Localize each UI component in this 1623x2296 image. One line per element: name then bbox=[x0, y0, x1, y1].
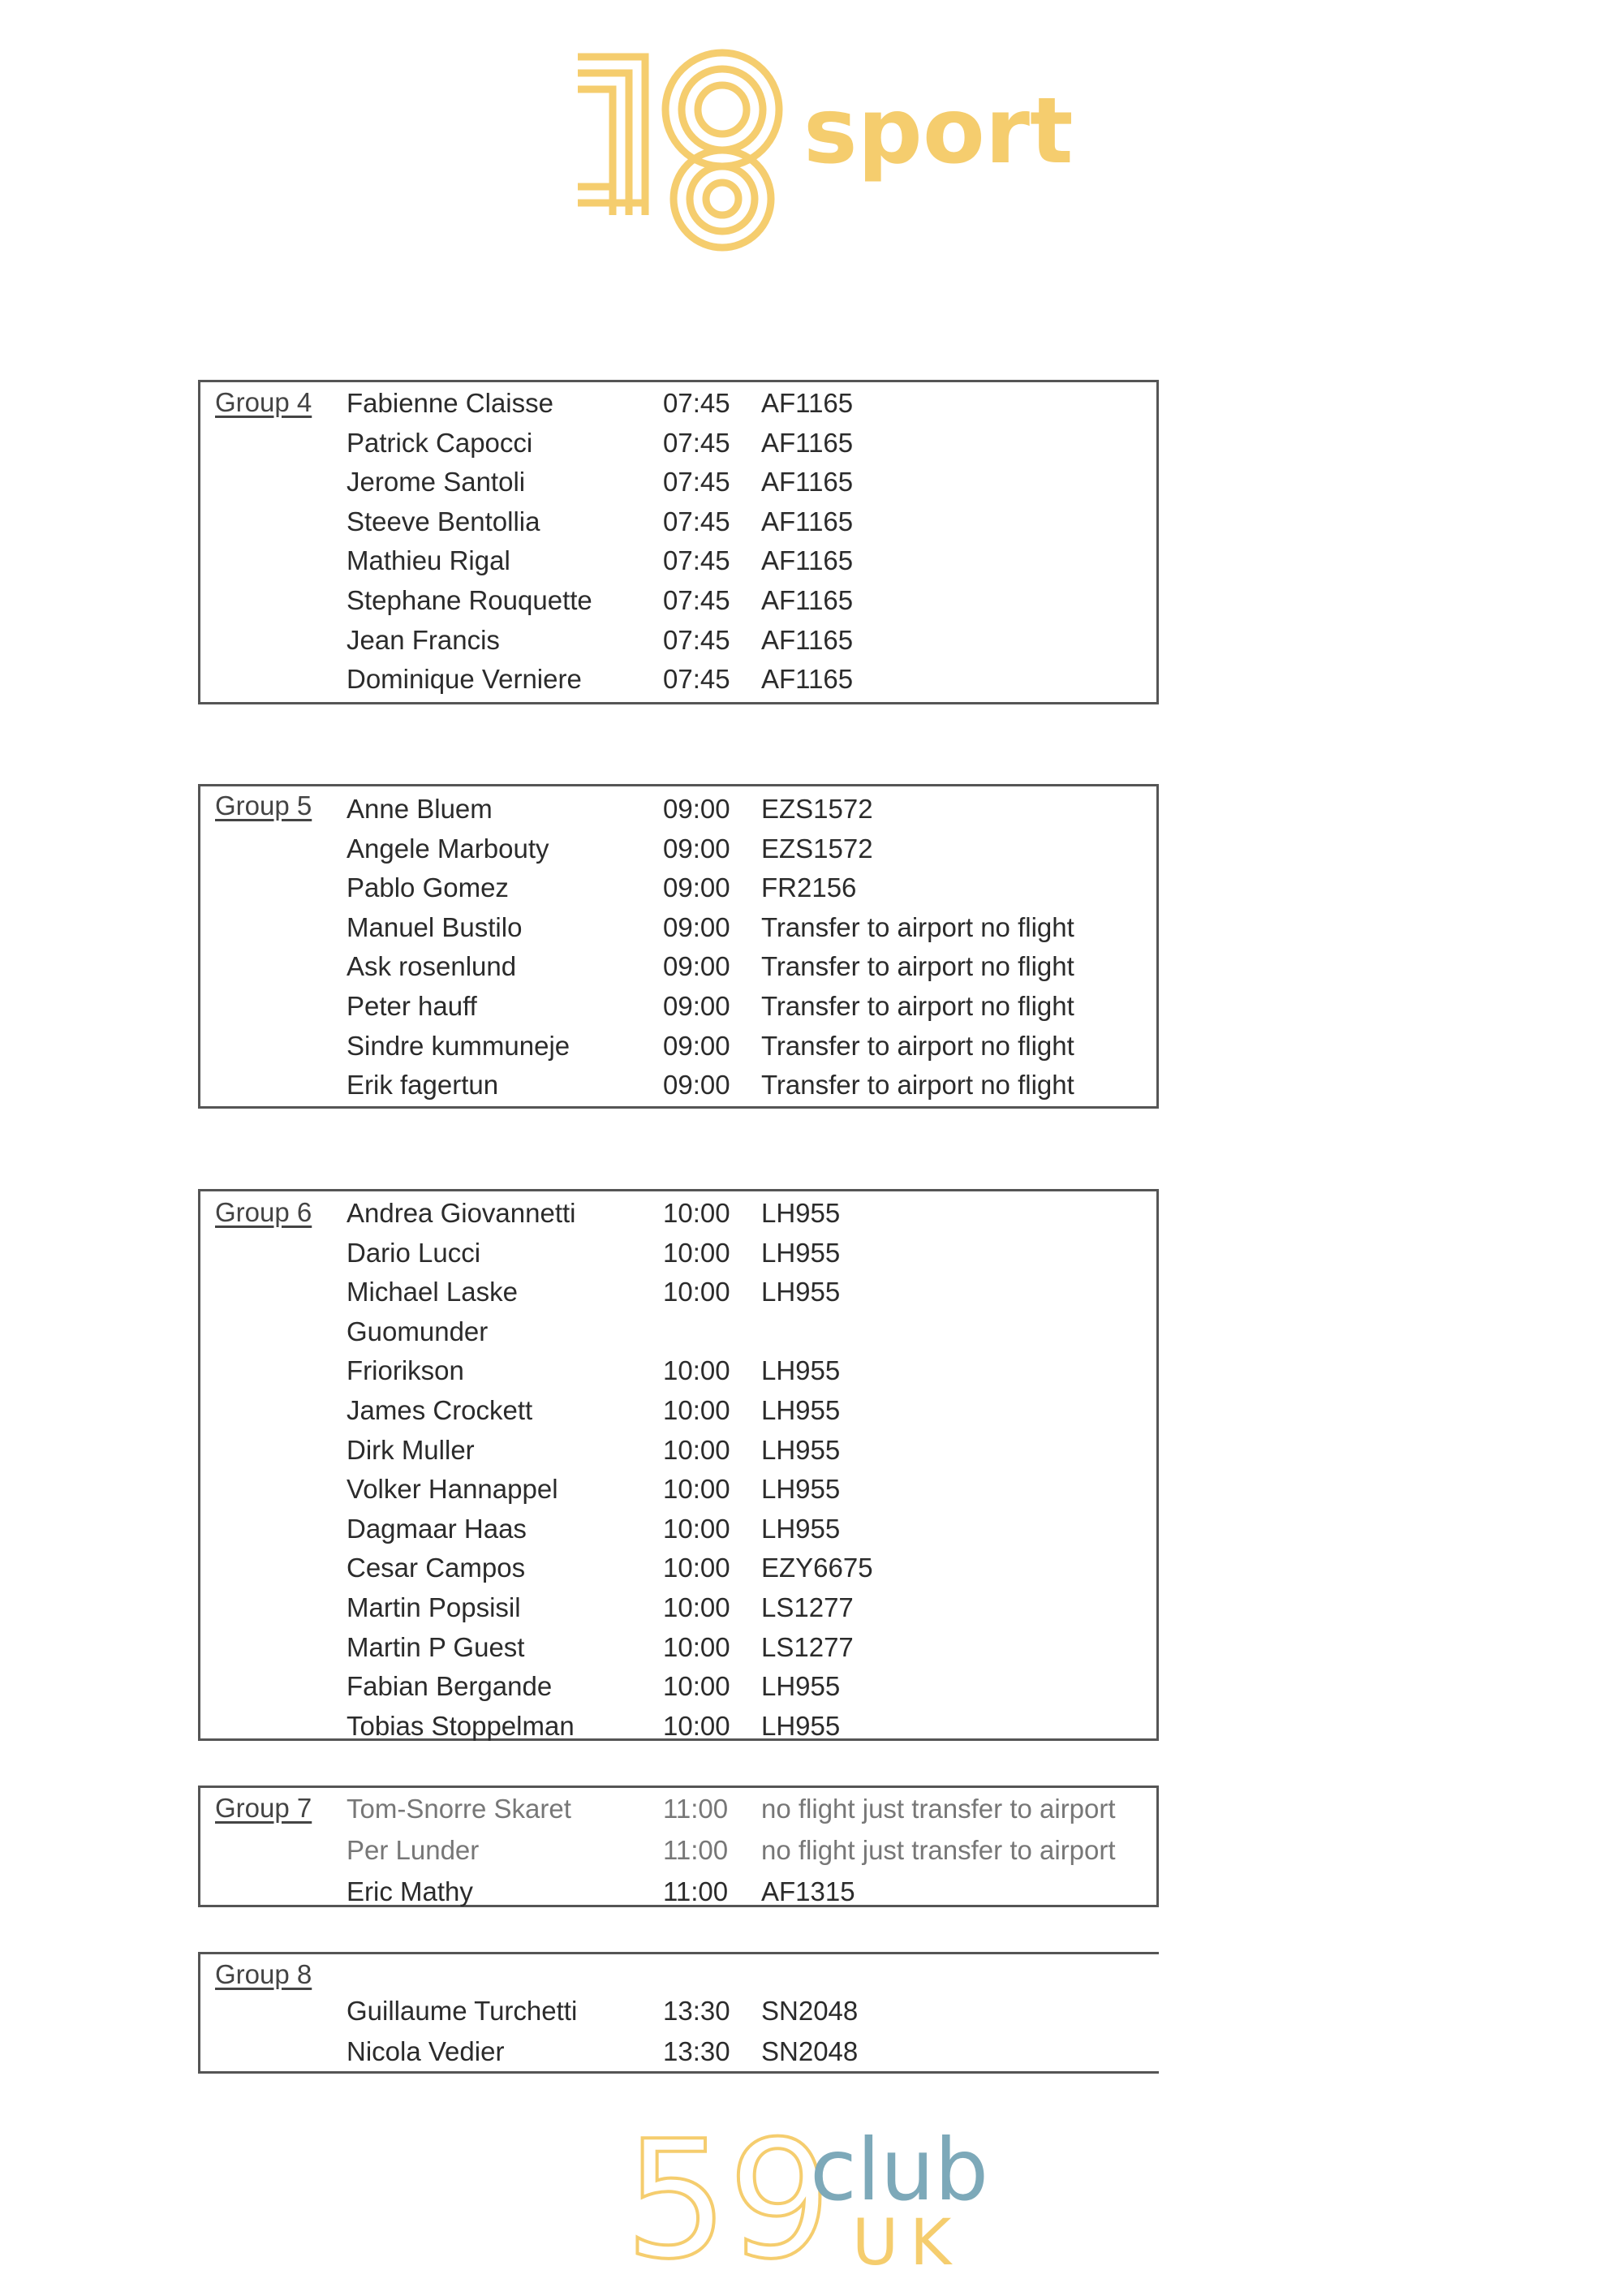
passenger-flight: LH955 bbox=[761, 1237, 841, 1268]
passenger-time: 09:00 bbox=[663, 1070, 730, 1101]
passenger-name: Manuel Bustilo bbox=[347, 911, 523, 942]
passenger-time: 10:00 bbox=[663, 1434, 730, 1465]
passenger-flight: Transfer to airport no flight bbox=[761, 1070, 1074, 1101]
passenger-name: Patrick Capocci bbox=[347, 427, 533, 458]
passenger-flight: FR2156 bbox=[761, 872, 857, 903]
passenger-row bbox=[200, 660, 1156, 699]
passenger-time: 09:00 bbox=[663, 951, 730, 982]
passenger-row bbox=[200, 1510, 1156, 1549]
passenger-time: 11:00 bbox=[663, 1794, 729, 1824]
passenger-row bbox=[200, 1194, 1156, 1233]
passenger-name: Mathieu Rigal bbox=[347, 545, 510, 576]
passenger-row bbox=[200, 502, 1156, 541]
passenger-row bbox=[200, 947, 1156, 986]
passenger-time: 10:00 bbox=[663, 1671, 730, 1702]
passenger-name: Eric Mathy bbox=[347, 1876, 473, 1906]
passenger-time: 07:45 bbox=[663, 545, 730, 576]
group-block bbox=[198, 1952, 1159, 2074]
passenger-flight: LH955 bbox=[761, 1277, 841, 1307]
18sport-logo bbox=[568, 41, 1087, 260]
passenger-name: Michael Laske bbox=[347, 1277, 518, 1307]
passenger-name: Andrea Giovannetti bbox=[347, 1198, 576, 1228]
passenger-name: Nicola Vedier bbox=[347, 2036, 505, 2066]
passenger-row bbox=[200, 1549, 1156, 1587]
passenger-flight: AF1165 bbox=[761, 467, 854, 498]
passenger-row bbox=[200, 829, 1156, 868]
group-label: Group 8 bbox=[215, 1959, 312, 1989]
passenger-row bbox=[200, 384, 1156, 423]
passenger-name: Steeve Bentollia bbox=[347, 506, 540, 536]
passenger-flight: AF1165 bbox=[761, 427, 854, 458]
passenger-time: 10:00 bbox=[663, 1553, 730, 1583]
passenger-row bbox=[200, 463, 1156, 502]
group-label: Group 7 bbox=[215, 1793, 312, 1823]
passenger-name: Tom-Snorre Skaret bbox=[347, 1794, 571, 1824]
passenger-flight: LH955 bbox=[761, 1671, 841, 1702]
passenger-name: Martin P Guest bbox=[347, 1631, 525, 1662]
passenger-name: Fabienne Claisse bbox=[347, 388, 553, 418]
logo-number-59: 59 bbox=[625, 2118, 832, 2281]
passenger-row bbox=[200, 1872, 1156, 1911]
passenger-time: 09:00 bbox=[663, 872, 730, 903]
passenger-time: 09:00 bbox=[663, 1030, 730, 1061]
passenger-name: Tobias Stoppelman bbox=[347, 1710, 575, 1741]
group-label: Group 6 bbox=[215, 1197, 312, 1227]
logo-word-uk: UK bbox=[852, 2207, 963, 2280]
passenger-flight: LH955 bbox=[761, 1710, 841, 1741]
passenger-row bbox=[200, 541, 1156, 580]
passenger-time: 10:00 bbox=[663, 1592, 730, 1622]
passenger-name: Martin Popsisil bbox=[347, 1592, 521, 1622]
passenger-name: James Crockett bbox=[347, 1395, 533, 1425]
59club-uk-logo bbox=[625, 2118, 1014, 2281]
passenger-flight: Transfer to airport no flight bbox=[761, 911, 1074, 942]
passenger-row bbox=[200, 1831, 1156, 1870]
passenger-flight: LH955 bbox=[761, 1395, 841, 1425]
passenger-name: Volker Hannappel bbox=[347, 1474, 558, 1505]
passenger-name: Jerome Santoli bbox=[347, 467, 526, 498]
passenger-row bbox=[200, 1273, 1156, 1312]
passenger-name: Sindre kummuneje bbox=[347, 1030, 570, 1061]
passenger-name: Dario Lucci bbox=[347, 1237, 481, 1268]
group-block bbox=[198, 1189, 1159, 1741]
passenger-flight: AF1165 bbox=[761, 506, 854, 536]
passenger-row bbox=[200, 1351, 1156, 1390]
passenger-row bbox=[200, 1707, 1156, 1746]
passenger-name: Fabian Bergande bbox=[347, 1671, 553, 1702]
passenger-name: Erik fagertun bbox=[347, 1070, 499, 1101]
passenger-name: Dagmaar Haas bbox=[347, 1513, 527, 1544]
passenger-time: 09:00 bbox=[663, 911, 730, 942]
passenger-row bbox=[200, 1470, 1156, 1509]
passenger-time: 13:30 bbox=[663, 2036, 730, 2066]
passenger-time: 10:00 bbox=[663, 1395, 730, 1425]
passenger-time: 07:45 bbox=[663, 664, 730, 695]
passenger-flight: no flight just transfer to airport bbox=[761, 1835, 1116, 1865]
passenger-name: Stephane Rouquette bbox=[347, 585, 592, 615]
passenger-flight: AF1165 bbox=[761, 545, 854, 576]
passenger-name: Anne Bluem bbox=[347, 794, 493, 824]
passenger-time: 13:30 bbox=[663, 1996, 730, 2026]
passenger-flight: SN2048 bbox=[761, 2036, 859, 2066]
passenger-flight: LH955 bbox=[761, 1198, 841, 1228]
passenger-time: 10:00 bbox=[663, 1513, 730, 1544]
passenger-time: 10:00 bbox=[663, 1237, 730, 1268]
passenger-flight: LH955 bbox=[761, 1434, 841, 1465]
passenger-row bbox=[200, 1588, 1156, 1627]
group-block bbox=[198, 784, 1159, 1109]
passenger-flight: EZS1572 bbox=[761, 833, 873, 864]
passenger-row bbox=[200, 1391, 1156, 1430]
passenger-flight: LS1277 bbox=[761, 1592, 854, 1622]
passenger-row bbox=[200, 1790, 1156, 1829]
passenger-name: Dominique Verniere bbox=[347, 664, 582, 695]
passenger-time: 07:45 bbox=[663, 388, 730, 418]
passenger-row bbox=[200, 1992, 1159, 2031]
passenger-flight: AF1165 bbox=[761, 664, 854, 695]
passenger-flight: AF1165 bbox=[761, 624, 854, 655]
passenger-row bbox=[200, 424, 1156, 463]
passenger-time: 10:00 bbox=[663, 1710, 730, 1741]
passenger-time: 07:45 bbox=[663, 467, 730, 498]
passenger-name: Ask rosenlund bbox=[347, 951, 517, 982]
passenger-time: 10:00 bbox=[663, 1198, 730, 1228]
group-label: Group 5 bbox=[215, 790, 312, 821]
passenger-flight: EZS1572 bbox=[761, 794, 873, 824]
passenger-name: Guillaume Turchetti bbox=[347, 1996, 578, 2026]
passenger-time: 07:45 bbox=[663, 624, 730, 655]
passenger-flight: AF1165 bbox=[761, 388, 854, 418]
passenger-name: Per Lunder bbox=[347, 1835, 480, 1865]
passenger-flight: LH955 bbox=[761, 1474, 841, 1505]
group-block bbox=[198, 1786, 1159, 1907]
passenger-flight: LH955 bbox=[761, 1513, 841, 1544]
passenger-name: Dirk Muller bbox=[347, 1434, 475, 1465]
group-block bbox=[198, 380, 1159, 704]
passenger-row bbox=[200, 868, 1156, 907]
passenger-flight: LS1277 bbox=[761, 1631, 854, 1662]
passenger-time: 09:00 bbox=[663, 794, 730, 824]
passenger-row bbox=[200, 1431, 1156, 1470]
passenger-flight: Transfer to airport no flight bbox=[761, 951, 1074, 982]
passenger-row bbox=[200, 908, 1156, 947]
passenger-row bbox=[200, 790, 1156, 829]
logo-word-sport: sport bbox=[803, 79, 1074, 184]
passenger-time: 09:00 bbox=[663, 833, 730, 864]
passenger-time: 10:00 bbox=[663, 1355, 730, 1386]
passenger-flight: AF1315 bbox=[761, 1876, 855, 1906]
passenger-row bbox=[200, 621, 1156, 660]
passenger-row bbox=[200, 2032, 1159, 2071]
passenger-name: Angele Marbouty bbox=[347, 833, 549, 864]
passenger-row bbox=[200, 987, 1156, 1026]
group-label: Group 4 bbox=[215, 387, 312, 417]
passenger-flight: Transfer to airport no flight bbox=[761, 1030, 1074, 1061]
passenger-flight: LH955 bbox=[761, 1355, 841, 1386]
passenger-time: 10:00 bbox=[663, 1631, 730, 1662]
passenger-row bbox=[200, 581, 1156, 620]
passenger-name: Cesar Campos bbox=[347, 1553, 526, 1583]
passenger-name: Pablo Gomez bbox=[347, 872, 509, 903]
passenger-name: Guomunder bbox=[347, 1316, 489, 1346]
passenger-row bbox=[200, 1066, 1156, 1105]
passenger-time: 07:45 bbox=[663, 585, 730, 615]
passenger-time: 07:45 bbox=[663, 506, 730, 536]
passenger-row bbox=[200, 1312, 1156, 1351]
passenger-row bbox=[200, 1628, 1156, 1667]
passenger-flight: Transfer to airport no flight bbox=[761, 991, 1074, 1021]
passenger-time: 11:00 bbox=[663, 1876, 729, 1906]
passenger-time: 10:00 bbox=[663, 1474, 730, 1505]
passenger-time: 09:00 bbox=[663, 991, 730, 1021]
passenger-flight: no flight just transfer to airport bbox=[761, 1794, 1116, 1824]
passenger-time: 07:45 bbox=[663, 427, 730, 458]
passenger-row bbox=[200, 1234, 1156, 1273]
passenger-time: 11:00 bbox=[663, 1835, 729, 1865]
passenger-row bbox=[200, 1667, 1156, 1706]
passenger-row bbox=[200, 1027, 1156, 1066]
passenger-name: Jean Francis bbox=[347, 624, 500, 655]
passenger-flight: SN2048 bbox=[761, 1996, 859, 2026]
logo-word-club: club bbox=[810, 2121, 989, 2220]
passenger-time: 10:00 bbox=[663, 1277, 730, 1307]
passenger-flight: EZY6675 bbox=[761, 1553, 873, 1583]
passenger-name: Friorikson bbox=[347, 1355, 464, 1386]
passenger-flight: AF1165 bbox=[761, 585, 854, 615]
passenger-name: Peter hauff bbox=[347, 991, 477, 1021]
